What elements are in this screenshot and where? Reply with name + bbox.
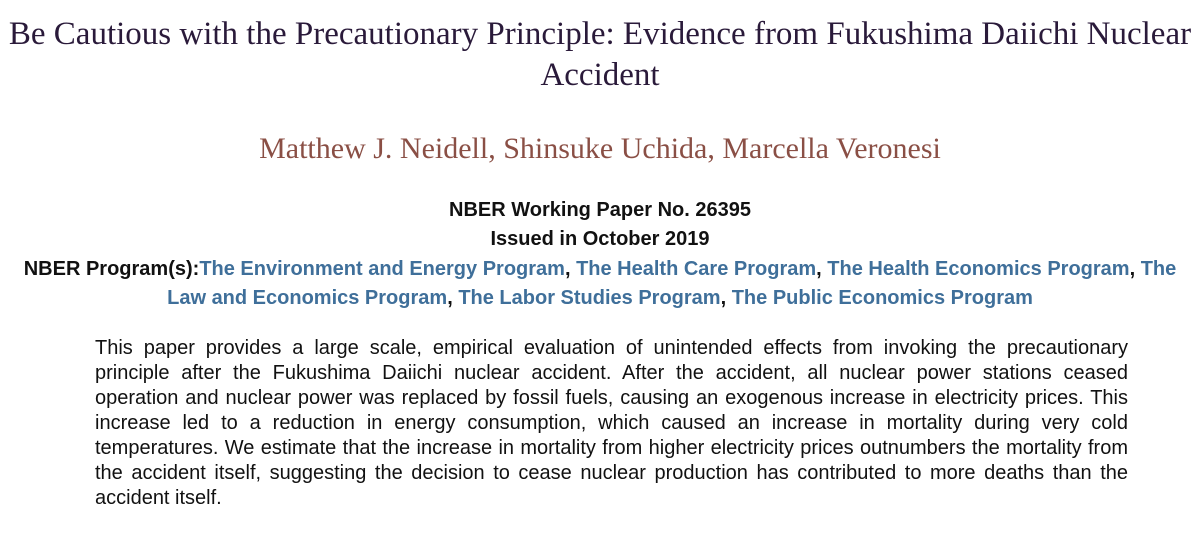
programs-separator: , <box>816 258 828 280</box>
nber-programs <box>20 255 1180 313</box>
program-link-labor-studies[interactable]: The Labor Studies Program <box>458 287 721 309</box>
program-link-law-economics[interactable]: The Law and Economics Program <box>167 258 1177 309</box>
program-link-health-care[interactable]: The Health Care Program <box>576 258 817 280</box>
programs-label: NBER Program(s): <box>23 258 200 280</box>
paper-abstract: This paper provides a large scale, empirical evaluation of unintended effects from invoking the precautionary principle after the Fukushima Daiichi nuclear accident. After the accident, all nuclear power stations ceased operation and nuclear power was replaced by fossil fuels, causing an exogenous increase in electricity prices. This increase led to a reduction in energy consumption, which caused an increase in mortality during very cold temperatures. We estimate that the increase in mortality from higher electricity prices outnumbers the mortality from the accident itself, suggesting the decision to cease nuclear production has contributed to more deaths than the accident itself. <box>95 337 1128 509</box>
working-paper-number: NBER Working Paper No. 26395 <box>449 199 751 221</box>
programs-separator: , <box>1129 258 1141 280</box>
programs-separator: , <box>564 258 577 280</box>
issued-date: Issued in October 2019 <box>490 228 710 250</box>
programs-separator: , <box>720 287 732 309</box>
paper-authors: Matthew J. Neidell, Shinsuke Uchida, Marcella Veronesi <box>259 132 941 165</box>
program-link-health-economics[interactable]: The Health Economics Program <box>827 258 1130 280</box>
program-link-environment-energy[interactable]: The Environment and Energy Program <box>199 258 565 280</box>
program-link-public-economics[interactable]: The Public Economics Program <box>731 287 1033 309</box>
programs-separator: , <box>447 287 459 309</box>
paper-title: Be Cautious with the Precautionary Principle: Evidence from Fukushima Daiichi Nuclear Accident <box>8 16 1192 93</box>
